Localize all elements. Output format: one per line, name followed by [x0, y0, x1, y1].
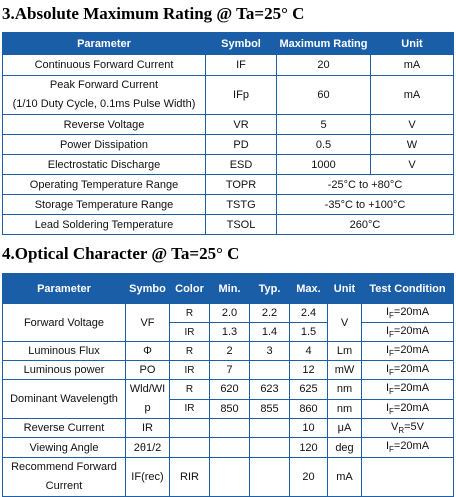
cell-unit: V [328, 304, 362, 342]
cell-color [170, 419, 210, 438]
table-row [3, 135, 454, 155]
cell-test-condition: $I_F=20mA$ [362, 438, 454, 458]
cell-min: 620 [210, 380, 250, 400]
column-header: Color [170, 274, 210, 304]
cell-symbol: 2θ1/2 [126, 438, 170, 458]
cell-parameter [3, 458, 126, 497]
cell-unit: μA [328, 419, 362, 438]
cell-parameter: Lead Soldering Temperature [3, 215, 206, 235]
cell-symbol: Φ [126, 342, 170, 361]
cell-unit: mA [371, 55, 454, 76]
cell-parameter: Storage Temperature Range [3, 195, 206, 215]
cell-min [210, 438, 250, 458]
cell-unit: V [371, 115, 454, 135]
cell-min: 2.0 [210, 304, 250, 323]
cell-typ [250, 458, 290, 497]
cell-value: 5 [277, 115, 371, 135]
cell-max: 860 [290, 399, 328, 419]
table-row [3, 342, 454, 361]
cell-typ: 623 [250, 380, 290, 400]
cell-parameter-line: Recommend Forward [11, 461, 117, 473]
table-row [3, 175, 454, 195]
table-row [3, 438, 454, 458]
column-header: Parameter [3, 33, 206, 55]
cell-parameter: Luminous power [3, 361, 126, 380]
table-header-row [3, 33, 454, 55]
cell-test-condition: $V_R=5V$ [362, 419, 454, 438]
cell-test-condition: $I_F=20mA$ [362, 342, 454, 361]
cell-parameter: Reverse Current [3, 419, 126, 438]
cell-test-condition: $I_F=20mA$ [362, 399, 454, 419]
table-row [3, 304, 454, 323]
cell-unit: W [371, 135, 454, 155]
cell-max: 120 [290, 438, 328, 458]
cell-max: 1.5 [290, 323, 328, 342]
cell-symbol: PD [206, 135, 277, 155]
cell-color [170, 438, 210, 458]
column-header: Max. [290, 274, 328, 304]
absolute-max-table [2, 32, 454, 235]
cell-color: IR [170, 361, 210, 380]
cell-symbol: IF(rec) [126, 458, 170, 497]
column-header: Symbo [126, 274, 170, 304]
cell-parameter: Power Dissipation [3, 135, 206, 155]
cell-min: 850 [210, 399, 250, 419]
cell-symbol: VR [206, 115, 277, 135]
cell-parameter: Reverse Voltage [3, 115, 206, 135]
cell-max: 625 [290, 380, 328, 400]
cell-min [210, 458, 250, 497]
section-title-absolute-max: 3.Absolute Maximum Rating @ Ta=25° C [2, 4, 305, 23]
cell-value: -35°C to +100°C [277, 195, 454, 215]
cell-symbol: TSTG [206, 195, 277, 215]
cell-parameter: Viewing Angle [3, 438, 126, 458]
cell-symbol: IF [206, 55, 277, 76]
cell-unit: nm [328, 380, 362, 400]
cell-test-condition: $I_F=20mA$ [362, 380, 454, 400]
column-header: Typ. [250, 274, 290, 304]
cell-value: 60 [277, 76, 371, 115]
cell-typ [250, 438, 290, 458]
cell-min: 1.3 [210, 323, 250, 342]
table-row [3, 195, 454, 215]
cell-parameter: Forward Voltage [3, 304, 126, 342]
column-header: Test Condition [362, 274, 454, 304]
cell-max: 2.4 [290, 304, 328, 323]
cell-symbol: TSOL [206, 215, 277, 235]
cell-typ [250, 419, 290, 438]
cell-parameter: Electrostatic Discharge [3, 155, 206, 175]
cell-test-condition [362, 458, 454, 497]
table-row [3, 361, 454, 380]
table-header-row [3, 274, 454, 304]
table-row [3, 380, 454, 400]
table-row [3, 115, 454, 135]
cell-test-condition: $I_F=20mA$ [362, 304, 454, 323]
cell-min: 7 [210, 361, 250, 380]
cell-typ: 1.4 [250, 323, 290, 342]
section-title-optical: 4.Optical Character @ Ta=25° C [2, 244, 240, 263]
cell-parameter: Operating Temperature Range [3, 175, 206, 195]
cell-parameter-line: (1/10 Duty Cycle, 0.1ms Pulse Width) [12, 98, 196, 110]
cell-parameter [3, 76, 206, 115]
cell-parameter: Dominant Wavelength [3, 380, 126, 419]
optical-character-table [2, 273, 454, 497]
cell-parameter-line: Current [45, 480, 83, 492]
column-header: Unit [371, 33, 454, 55]
cell-test-condition: $I_F=20mA$ [362, 361, 454, 380]
cell-color: R [170, 342, 210, 361]
cell-parameter-line: Peak Forward Current [49, 79, 159, 91]
column-header: Parameter [3, 274, 126, 304]
table-row [3, 55, 454, 76]
cell-max: 4 [290, 342, 328, 361]
cell-value: -25°C to +80°C [277, 175, 454, 195]
cell-value: 0.5 [277, 135, 371, 155]
cell-unit: V [371, 155, 454, 175]
column-header: Maximum Rating [277, 33, 371, 55]
cell-symbol: PO [126, 361, 170, 380]
cell-symbol-line: Wld/WI [129, 383, 166, 395]
cell-unit: mA [371, 76, 454, 115]
cell-symbol: IFp [206, 76, 277, 115]
cell-color: IR [170, 323, 210, 342]
cell-color: R [170, 380, 210, 400]
cell-unit: nm [328, 399, 362, 419]
cell-typ: 3 [250, 342, 290, 361]
cell-min [210, 419, 250, 438]
cell-value: 1000 [277, 155, 371, 175]
table-row [3, 215, 454, 235]
column-header: Min. [210, 274, 250, 304]
cell-max: 20 [290, 458, 328, 497]
cell-unit: mA [328, 458, 362, 497]
cell-typ: 2.2 [250, 304, 290, 323]
cell-color: IR [170, 399, 210, 419]
cell-typ [250, 361, 290, 380]
cell-value: 20 [277, 55, 371, 76]
cell-parameter: Luminous Flux [3, 342, 126, 361]
table-row [3, 76, 454, 115]
cell-unit: Lm [328, 342, 362, 361]
cell-symbol [126, 380, 170, 419]
cell-symbol-line: p [144, 402, 151, 414]
cell-min: 2 [210, 342, 250, 361]
table-row [3, 458, 454, 497]
column-header: Symbol [206, 33, 277, 55]
cell-parameter: Continuous Forward Current [3, 55, 206, 76]
cell-value: 260°C [277, 215, 454, 235]
cell-max: 10 [290, 419, 328, 438]
cell-symbol: TOPR [206, 175, 277, 195]
cell-color: RIR [170, 458, 210, 497]
cell-symbol: VF [126, 304, 170, 342]
cell-unit: mW [328, 361, 362, 380]
table-row [3, 155, 454, 175]
cell-test-condition: $I_F=20mA$ [362, 323, 454, 342]
cell-max: 12 [290, 361, 328, 380]
cell-unit: deg [328, 438, 362, 458]
column-header: Unit [328, 274, 362, 304]
table-row [3, 419, 454, 438]
cell-color: R [170, 304, 210, 323]
cell-symbol: ESD [206, 155, 277, 175]
cell-symbol: IR [126, 419, 170, 438]
cell-typ: 855 [250, 399, 290, 419]
